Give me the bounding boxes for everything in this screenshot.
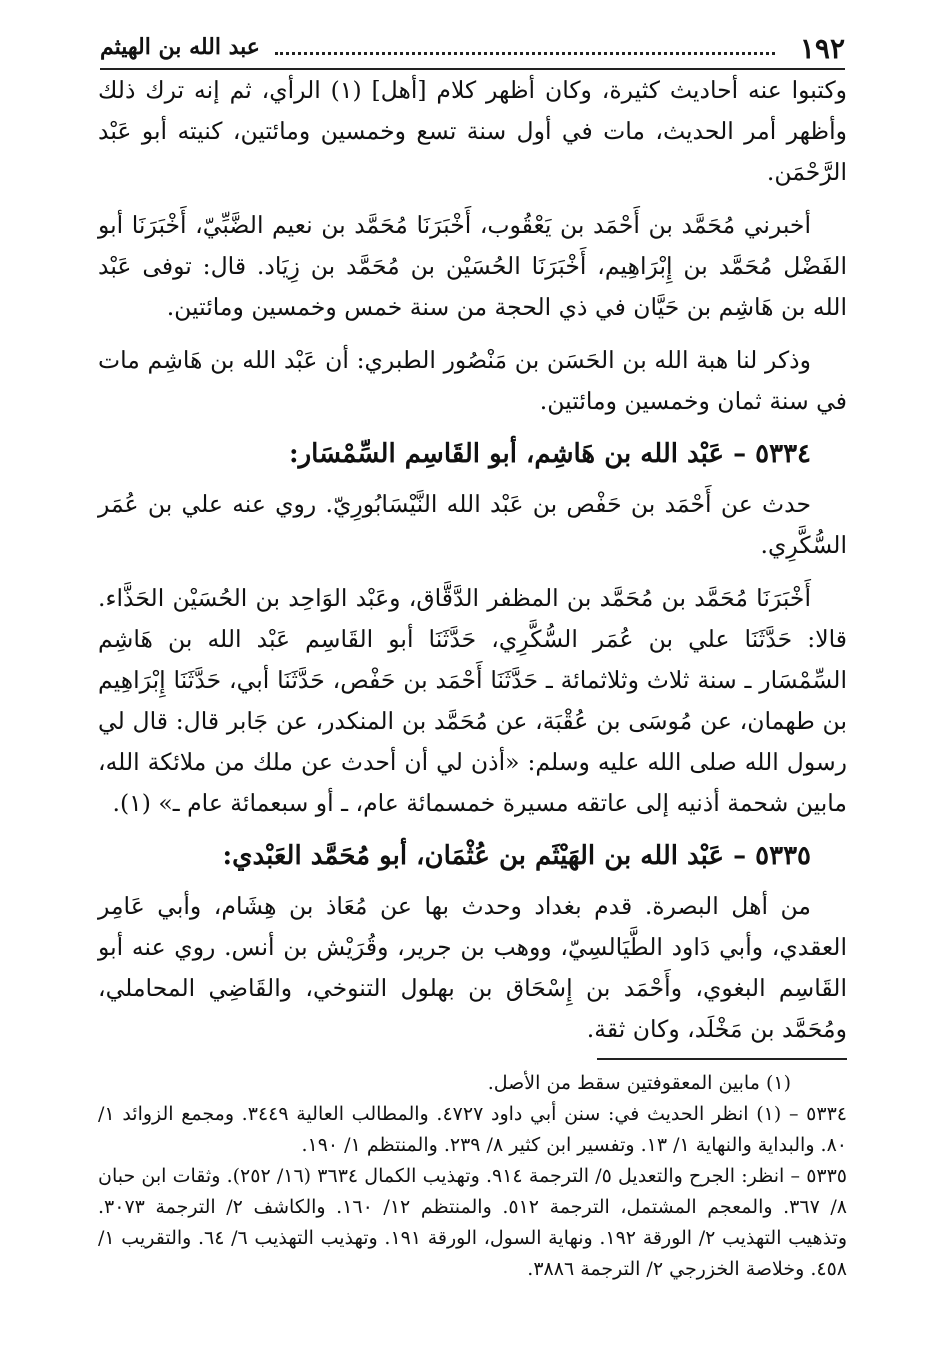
page-header: [100, 28, 845, 70]
header-dot-leader: [275, 52, 775, 55]
paragraph: حدث عن أَحْمَد بن حَفْص بن عَبْد الله النَّيْسَابُورِيّ. روي عنه علي بن عُمَر السُّكَّرِي.: [98, 490, 847, 559]
entry-title-5335: ٥٣٣٥ – عَبْد الله بن الهَيْثَم بن عُثْمَان، أبو مُحَمَّد العَبْدي:: [222, 841, 811, 871]
main-text: [98, 70, 847, 1050]
running-title: عبد الله بن الهيثم: [100, 34, 260, 60]
page-number: ١٩٢: [799, 32, 845, 65]
paragraph: وكتبوا عنه أحاديث كثيرة، وكان أظهر كلام [أهل] (١) الرأي، ثم إنه ترك ذلك وأظهر أمر الحديث، مات في أول سنة تسع وخمسين ومائتين، كنيته أبو عَبْد الرَّحْمَن.: [98, 76, 847, 186]
paragraph: وذكر لنا هبة الله بن الحَسَن بن مَنْصُور الطبري: أن عَبْد الله بن هَاشِم مات في سنة ثمان وخمسين ومائتين.: [98, 346, 847, 415]
footnotes: [98, 1068, 847, 1285]
entry-title-5334: ٥٣٣٤ – عَبْد الله بن هَاشِم، أبو القَاسِم السِّمْسَار:: [289, 439, 811, 469]
footnote-divider: [597, 1058, 847, 1060]
paragraph: من أهل البصرة. قدم بغداد وحدث بها عن مُعَاذ بن هِشَام، وأبي عَامِر العقدي، وأبي دَاود الطَّيَالسِيّ، ووهب بن جرير، وقُرَيْش بن أنس. روي عنه أبو القَاسِم البغوي، وأَحْمَد بن إِسْحَاق بن بهلول التنوخي، والقَاضِي المحاملي، ومُحَمَّد بن مَخْلَد، وكان ثقة.: [98, 892, 847, 1043]
paragraph: أَخْبَرَنَا مُحَمَّد بن مُحَمَّد بن المظفر الدَّقَّاق، وعَبْد الوَاحِد بن الحُسَيْن الحَذَّاء. قالا: حَدَّثَنَا علي بن عُمَر السُّكَّرِي، حَدَّثَنَا أبو القَاسِم عَبْد الله بن هَاشِم السِّمْسَار ـ سنة ثلاث وثلاثمائة ـ حَدَّثَنَا أَحْمَد بن حَفْص، حَدَّثَنَا أبي، حَدَّثَنَا إِبْرَاهِيم بن طهمان، عن مُوسَى بن عُقْبَة، عن مُحَمَّد بن المنكدر، عن جَابر قال: قال لي رسول الله صلى الله عليه وسلم: «أذن لي أن أحدث عن ملك من ملائكة الله، مابين شحمة أذنيه إلى عاتقه مسيرة خمسمائة عام، ـ أو سبعمائة عام ـ» (١).: [98, 584, 847, 817]
footnote: ٥٣٣٤ – (١) انظر الحديث في: سنن أبي داود ٤٧٢٧. والمطالب العالية ٣٤٤٩. ومجمع الزوائد ١/ ٨٠. والبداية والنهاية ١/ ١٣. وتفسير ابن كثير ٨/ ٢٣٩. والمنتظم ١/ ١٩٠.: [98, 1103, 847, 1156]
footnote: ٥٣٣٥ – انظر: الجرح والتعديل ٥/ الترجمة ٩١٤. وتهذيب الكمال ٣٦٣٤ (١٦/ ٢٥٢). وثقات ابن حبان ٨/ ٣٦٧. والمعجم المشتمل، الترجمة ٥١٢. والمنتظم ١٢/ ١٦٠. والكاشف ٢/ الترجمة ٣٠٧٣. وتذهيب التهذيب ٢/ الورقة ١٩٢. ونهاية السول، الورقة ١٩١. وتهذيب التهذيب ٦/ ٦٤. والتقريب ١/ ٤٥٨. وخلاصة الخزرجي ٢/ الترجمة ٣٨٨٦.: [98, 1165, 848, 1280]
paragraph: أخبرني مُحَمَّد بن أَحْمَد بن يَعْقُوب، أَخْبَرَنَا مُحَمَّد بن نعيم الضَّبِّيّ، أَخْبَرَنَا أبو الفَضْل مُحَمَّد بن إِبْرَاهِيم، أَخْبَرَنَا الحُسَيْن بن مُحَمَّد بن زِيَاد. قال: توفى عَبْد الله بن هَاشِم بن حَيَّان في ذي الحجة من سنة خمس وخمسين ومائتين.: [98, 211, 847, 321]
footnote: (١) مابين المعقوفتين سقط من الأصل.: [487, 1072, 791, 1094]
